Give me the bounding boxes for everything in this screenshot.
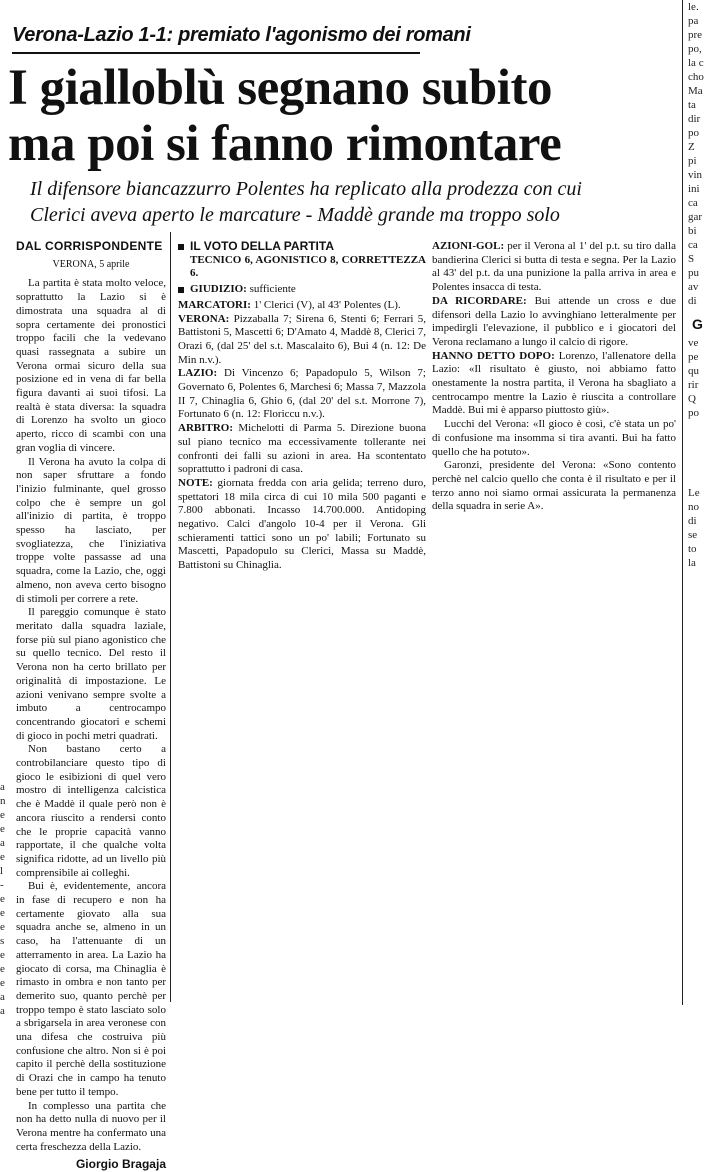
column-divider xyxy=(682,0,683,1005)
place-date: VERONA, 5 aprile xyxy=(52,258,130,270)
fragment-text: - xyxy=(0,879,4,891)
fragment-text: di xyxy=(688,515,697,527)
fragment-text: Le xyxy=(688,487,700,499)
report-paragraph: Il pareggio comunque è stato meritato dalla squadra laziale, forse più sul piano agonistico che su quello tecnico. Del resto il Verona non ha certo brillato per originalità di impostazione. Le azioni venivano sempre svolte a imbuto a centrocampo concentrando giocatori e schemi di gioco in pochi metri quadrati. xyxy=(16,606,166,742)
adjacent-column-fragment xyxy=(688,0,707,308)
adjacent-column-fragment xyxy=(688,486,707,570)
fragment-text: n xyxy=(0,795,6,807)
report-paragraph: Il Verona ha avuto la colpa di non saper sfruttare a fondo l'inizio fulminante, quel grosso colpo che è sempre un gol all'inizio di partita, è troppo spesso ha lasciato, per svogliatezza, che l'iniziativa troppe volte passasse ad una squadra, come la Lazio, che, oggi almeno, non aveva certo bisogno di stimoli per correre a rete. xyxy=(16,455,166,605)
fragment-text: la c xyxy=(688,57,704,69)
vote-entry xyxy=(432,350,676,419)
fragment-text: vin xyxy=(688,169,703,181)
headline-line-2: ma poi si fanno rimontare xyxy=(8,116,562,172)
fragment-text: ca xyxy=(688,197,698,209)
headline-line-1: I gialloblù segnano subito xyxy=(8,60,552,116)
fragment-text: e xyxy=(0,823,5,835)
vote-scores: TECNICO 6, AGONISTICO 8, CORRETTEZZA 6. xyxy=(190,253,426,280)
fragment-text: a xyxy=(0,837,5,849)
fragment-text: ca xyxy=(688,239,698,251)
fragment-text: s xyxy=(0,935,5,947)
vote-entry xyxy=(178,313,426,368)
vote-entry-text: Lorenzo, l'allenatore della Lazio: «Il risultato è giusto, noi abbiamo fatto onestamente la nostra partita, il Verona ha sbagliato a centrocampo mentre la Lazio è riuscita a controllare Maddè. Bui mi è apparso piuttosto giù». xyxy=(432,349,676,417)
fragment-text: po xyxy=(688,127,699,139)
fragment-text: pa xyxy=(688,15,699,27)
vote-quote: Lucchi del Verona: «Il gioco è così, c'è stata un po' di confusione ma insomma si tira avanti. Bui ha fatto quello che ha potuto». xyxy=(432,418,676,458)
fragment-text: po, xyxy=(688,43,702,55)
fragment-text: a xyxy=(0,1005,5,1017)
main-headline xyxy=(8,60,690,172)
report-paragraph: In complesso una partita che non ha detto nulla di nuovo per il Verona mentre ha confermato una certa freschezza della Lazio. xyxy=(16,1099,166,1153)
fragment-text: ve xyxy=(688,337,699,349)
fragment-text: to xyxy=(688,543,697,555)
vote-entry xyxy=(178,477,426,573)
fragment-text: e xyxy=(0,921,5,933)
vote-entry-text: 1' Clerici (V), al 43' Polentes (L). xyxy=(253,298,401,311)
fragment-text: av xyxy=(688,281,699,293)
fragment-text: Q xyxy=(688,393,696,405)
subheadline-line-2: Clerici aveva aperto le marcature - Maddè grande ma troppo solo xyxy=(30,204,560,226)
fragment-text: l xyxy=(0,865,4,877)
bullet-icon xyxy=(178,287,184,293)
vote-entry-text: giornata fredda con aria gelida; terreno duro, spettatori 18 mila circa di cui 10 mila 500 paganti e 7.800 abbonati. Incasso 14.700.000. Antidoping negativo. Calci d'angolo 10-4 per il Verona. Gli schieramenti tattici sono un po' labili; Fortunato su Mascetti, Papadopulo su Clerici, Massa su Maddè, Battistoni su Chinaglia. xyxy=(178,476,426,572)
fragment-text: pre xyxy=(688,29,703,41)
column-divider xyxy=(170,232,171,1002)
vote-entry xyxy=(432,295,676,350)
vote-quote: Garonzi, presidente del Verona: «Sono contento perchè nel calcio quello che conta è il risultato e per il terzo anno noi siamo ormai assicurata la permanenza della squadra in serie A». xyxy=(432,459,676,513)
fragment-text: a xyxy=(0,991,5,1003)
fragment-text: e xyxy=(0,851,5,863)
vote-entry xyxy=(178,299,426,313)
fragment-text: gar xyxy=(688,211,703,223)
fragment-text: Z xyxy=(688,141,695,153)
vote-entry xyxy=(178,367,426,422)
adjacent-column-letter: G xyxy=(692,316,703,332)
vote-entry-label: AZIONI-GOL: xyxy=(432,240,508,252)
report-paragraph: La partita è stata molto veloce, soprattutto la Lazio si è dimostrata una squadra al di sopra certamente dei pronostici troppo facili che la vedevano quasi rassegnata a subire un Verona ormai sicuro della sua posizione ed in vena di far bella figura davanti ai suoi tifosi. La realtà è stata diversa: la squadra di Lorenzo ha svolto un gioco aperto, ricco di scambi con una gran voglia di vincere. xyxy=(16,277,166,454)
report-column xyxy=(16,239,166,1172)
fragment-text: la xyxy=(688,557,696,569)
fragment-text: ta xyxy=(688,99,696,111)
fragment-text: di xyxy=(688,295,697,307)
fragment-text: cho xyxy=(688,71,704,83)
fragment-text: le. xyxy=(688,1,699,13)
fragment-text: se xyxy=(688,529,698,541)
vote-entry-text: Bui attende un cross e due difensori della Lazio lo avvinghiano letteralmente per impedirgli l'elevazione, il pubblico e i giocatori del Verona reclamano a lungo il calcio di rigore. xyxy=(432,294,677,348)
adjacent-column-fragment xyxy=(0,780,10,1018)
fragment-text: a xyxy=(0,781,5,793)
fragment-text: e xyxy=(0,893,5,905)
vote-entry-text: Pizzaballa 7; Sirena 6, Stenti 6; Ferrari 5, Battistoni 5, Mascetti 6; D'Amato 4, Maddè 8, Clerici 7, Orazi 6, (dal 25' del s.t. Mascalaito 6), Bui 4 (n. 12: De Min n.v.). xyxy=(178,312,426,366)
vote-entry-label: DA RICORDARE: xyxy=(432,294,535,307)
fragment-text: pi xyxy=(688,155,697,167)
fragment-text: e xyxy=(0,963,5,975)
bullet-icon xyxy=(178,244,184,250)
vote-box xyxy=(178,240,426,570)
vote-entry-label: ARBITRO: xyxy=(178,422,239,435)
adjacent-column-fragment xyxy=(688,336,707,420)
vote-entry-label: MARCATORI: xyxy=(178,298,254,311)
vote-entry xyxy=(432,240,676,295)
vote-entry-label: VERONA: xyxy=(178,312,234,325)
fragment-text: S xyxy=(688,253,695,265)
fragment-text: po xyxy=(688,407,699,419)
fragment-text: ini xyxy=(688,183,700,195)
author-signature: Giorgio Bragaja xyxy=(75,1157,166,1172)
fragment-text: e xyxy=(0,809,5,821)
subheadline-line-1: Il difensore biancazzurro Polentes ha replicato alla prodezza con cui xyxy=(30,178,582,200)
report-paragraph: Non bastano certo a controbilanciare questo tipo di gioco le esibizioni di quel vero mostro di intelligenza calcistica che è Maddè il quale però non è ancora riuscito a rendersi conto che le proprie capacità vanno rapportate, il che qualche volta significa ridotte, ad un livello più comprensibile ai colleghi. xyxy=(16,743,166,879)
vote-entry-label: HANNO DETTO DOPO: xyxy=(432,349,559,362)
fragment-text: Ma xyxy=(688,85,703,97)
fragment-text: e xyxy=(0,977,5,989)
fragment-text: pu xyxy=(688,267,699,279)
vote-giudizio: GIUDIZIO: sufficiente xyxy=(178,283,426,297)
vote-entry-text: Michelotti di Parma 5. Direzione buona sul piano tecnico ma eccessivamente tollerante nei confronti dei falli su azioni in area. Ha scontentato soprattutto i padroni di casa. xyxy=(178,422,426,476)
dateline: DAL CORRISPONDENTE xyxy=(16,239,163,253)
vote-entry-text: per il Verona al 1' del p.t. su tiro dalla bandierina Clerici si butta di testa e segna. Per la Lazio al 43' del p.t. da una punizione la palla arriva in area e Polentes insacca di testa. xyxy=(432,240,676,294)
vote-entry xyxy=(178,422,426,477)
fragment-text: pe xyxy=(688,351,699,363)
fragment-text: bi xyxy=(688,225,697,237)
vote-box-continued xyxy=(432,240,676,570)
vote-entry-label: LAZIO: xyxy=(178,367,224,380)
vote-entry-text: Di Vincenzo 6; Papadopulo 5, Wilson 7; Governato 6, Polentes 6, Marchesi 6; Massa 7, Mazzola II 7, Chinaglia 6, Ghio 6, (dal 20' del s.t. Morrone 7), Fortunato 6 (n. 12: Floriccu n.v.). xyxy=(178,367,426,421)
fragment-text: e xyxy=(0,949,5,961)
fragment-text: qu xyxy=(688,365,699,377)
fragment-text: rir xyxy=(688,379,699,391)
vote-title: IL VOTO DELLA PARTITA xyxy=(178,240,426,254)
fragment-text: no xyxy=(688,501,699,513)
kicker-headline: Verona-Lazio 1-1: premiato l'agonismo dei romani xyxy=(12,18,420,54)
report-paragraph: Bui è, evidentemente, ancora in fase di recupero e non ha certamente giovato alla sua squadra anche se, almeno in un caso, ha l'attenuante di un atterramento in area. La Lazio ha giocato di corsa, ma Chinaglia è rimasto in ombra e non tanto per demerito suo, quanto perchè per troppo tempo è stato lasciato solo a sbrigarsela in area veronese con una difesa che costruiva più confusione che altro. Non si è poi capito il perchè della sostituzione di Orazi che in campo ha tenuto bene per tutto il tempo. xyxy=(16,880,166,1098)
vote-entry-label: NOTE: xyxy=(178,476,218,489)
fragment-text: e xyxy=(0,907,5,919)
vote-quotes xyxy=(432,418,676,514)
report-body xyxy=(16,277,166,1154)
vote-entries xyxy=(432,240,676,418)
vote-entries xyxy=(178,299,426,573)
subheadline xyxy=(30,176,680,228)
fragment-text: dir xyxy=(688,113,701,125)
